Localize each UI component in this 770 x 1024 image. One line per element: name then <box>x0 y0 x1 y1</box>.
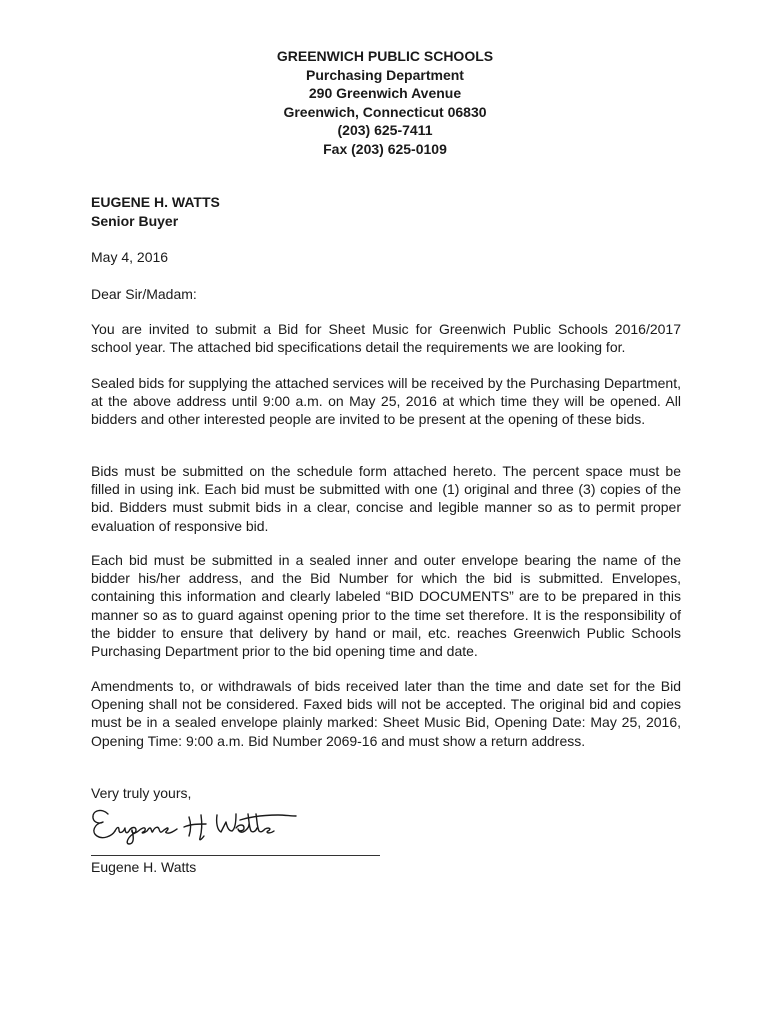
paragraph-envelope: Each bid must be submitted in a sealed inner and outer envelope bearing the name of the bidder his/her address, and the Bid Number for which the bid is submitted. Envelopes, containing this information and clearly labeled “BID DOCUMENTS” are to be prepared in this manner so as to guard against opening prior to the time set therefore. It is the responsibility of the bidder to ensure that delivery by hand or mail, etc. reaches Greenwich Public Schools Purchasing Department prior to the bid opening time and date. <box>91 552 681 660</box>
signature-line <box>91 855 380 856</box>
paragraph-submission-form: Bids must be submitted on the schedule form attached hereto. The percent space must be filled in using ink. Each bid must be submitted with one (1) original and three (3) copies of the bid. Bidders must submit bids in a clear, concise and legible manner so as to permit proper evaluation of responsive bid. <box>91 463 681 534</box>
letter-date: May 4, 2016 <box>91 249 169 265</box>
sender-name: EUGENE H. WATTS <box>91 194 220 210</box>
sender-title: Senior Buyer <box>91 213 179 229</box>
paragraph-sealed-bids: Sealed bids for supplying the attached services will be received by the Purchasing Department, at the above address until 9:00 a.m. on May 25, 2016 at which time they will be opened. All bidders and other interested people are invited to be present at the opening of these bids. <box>91 375 681 428</box>
city-state-zip: Greenwich, Connecticut 06830 <box>283 103 487 120</box>
sender-block <box>91 193 220 231</box>
organization-name: GREENWICH PUBLIC SCHOOLS <box>276 48 494 64</box>
phone-number: (203) 625-7411 <box>337 122 433 138</box>
street-address: 290 Greenwich Avenue <box>308 85 462 101</box>
salutation: Dear Sir/Madam: <box>91 286 197 302</box>
fax-number: Fax (203) 625-0109 <box>323 140 447 157</box>
department-name: Purchasing Department <box>306 66 464 83</box>
paragraph-invitation: You are invited to submit a Bid for Sheet Music for Greenwich Public Schools 2016/2017 school year. The attached bid specifications detail the requirements we are looking for. <box>91 321 681 356</box>
paragraph-amendments: Amendments to, or withdrawals of bids received later than the time and date set for the Bid Opening shall not be considered. Faxed bids will not be accepted. The original bid and copies must be in a sealed envelope plainly marked: Sheet Music Bid, Opening Date: May 25, 2016, Opening Time: 9:00 a.m. Bid Number 2069-16 and must show a return address. <box>91 678 681 749</box>
handwritten-signature <box>88 800 303 846</box>
closing: Very truly yours, <box>91 785 192 801</box>
printed-name: Eugene H. Watts <box>91 859 197 875</box>
letterhead <box>0 47 770 158</box>
